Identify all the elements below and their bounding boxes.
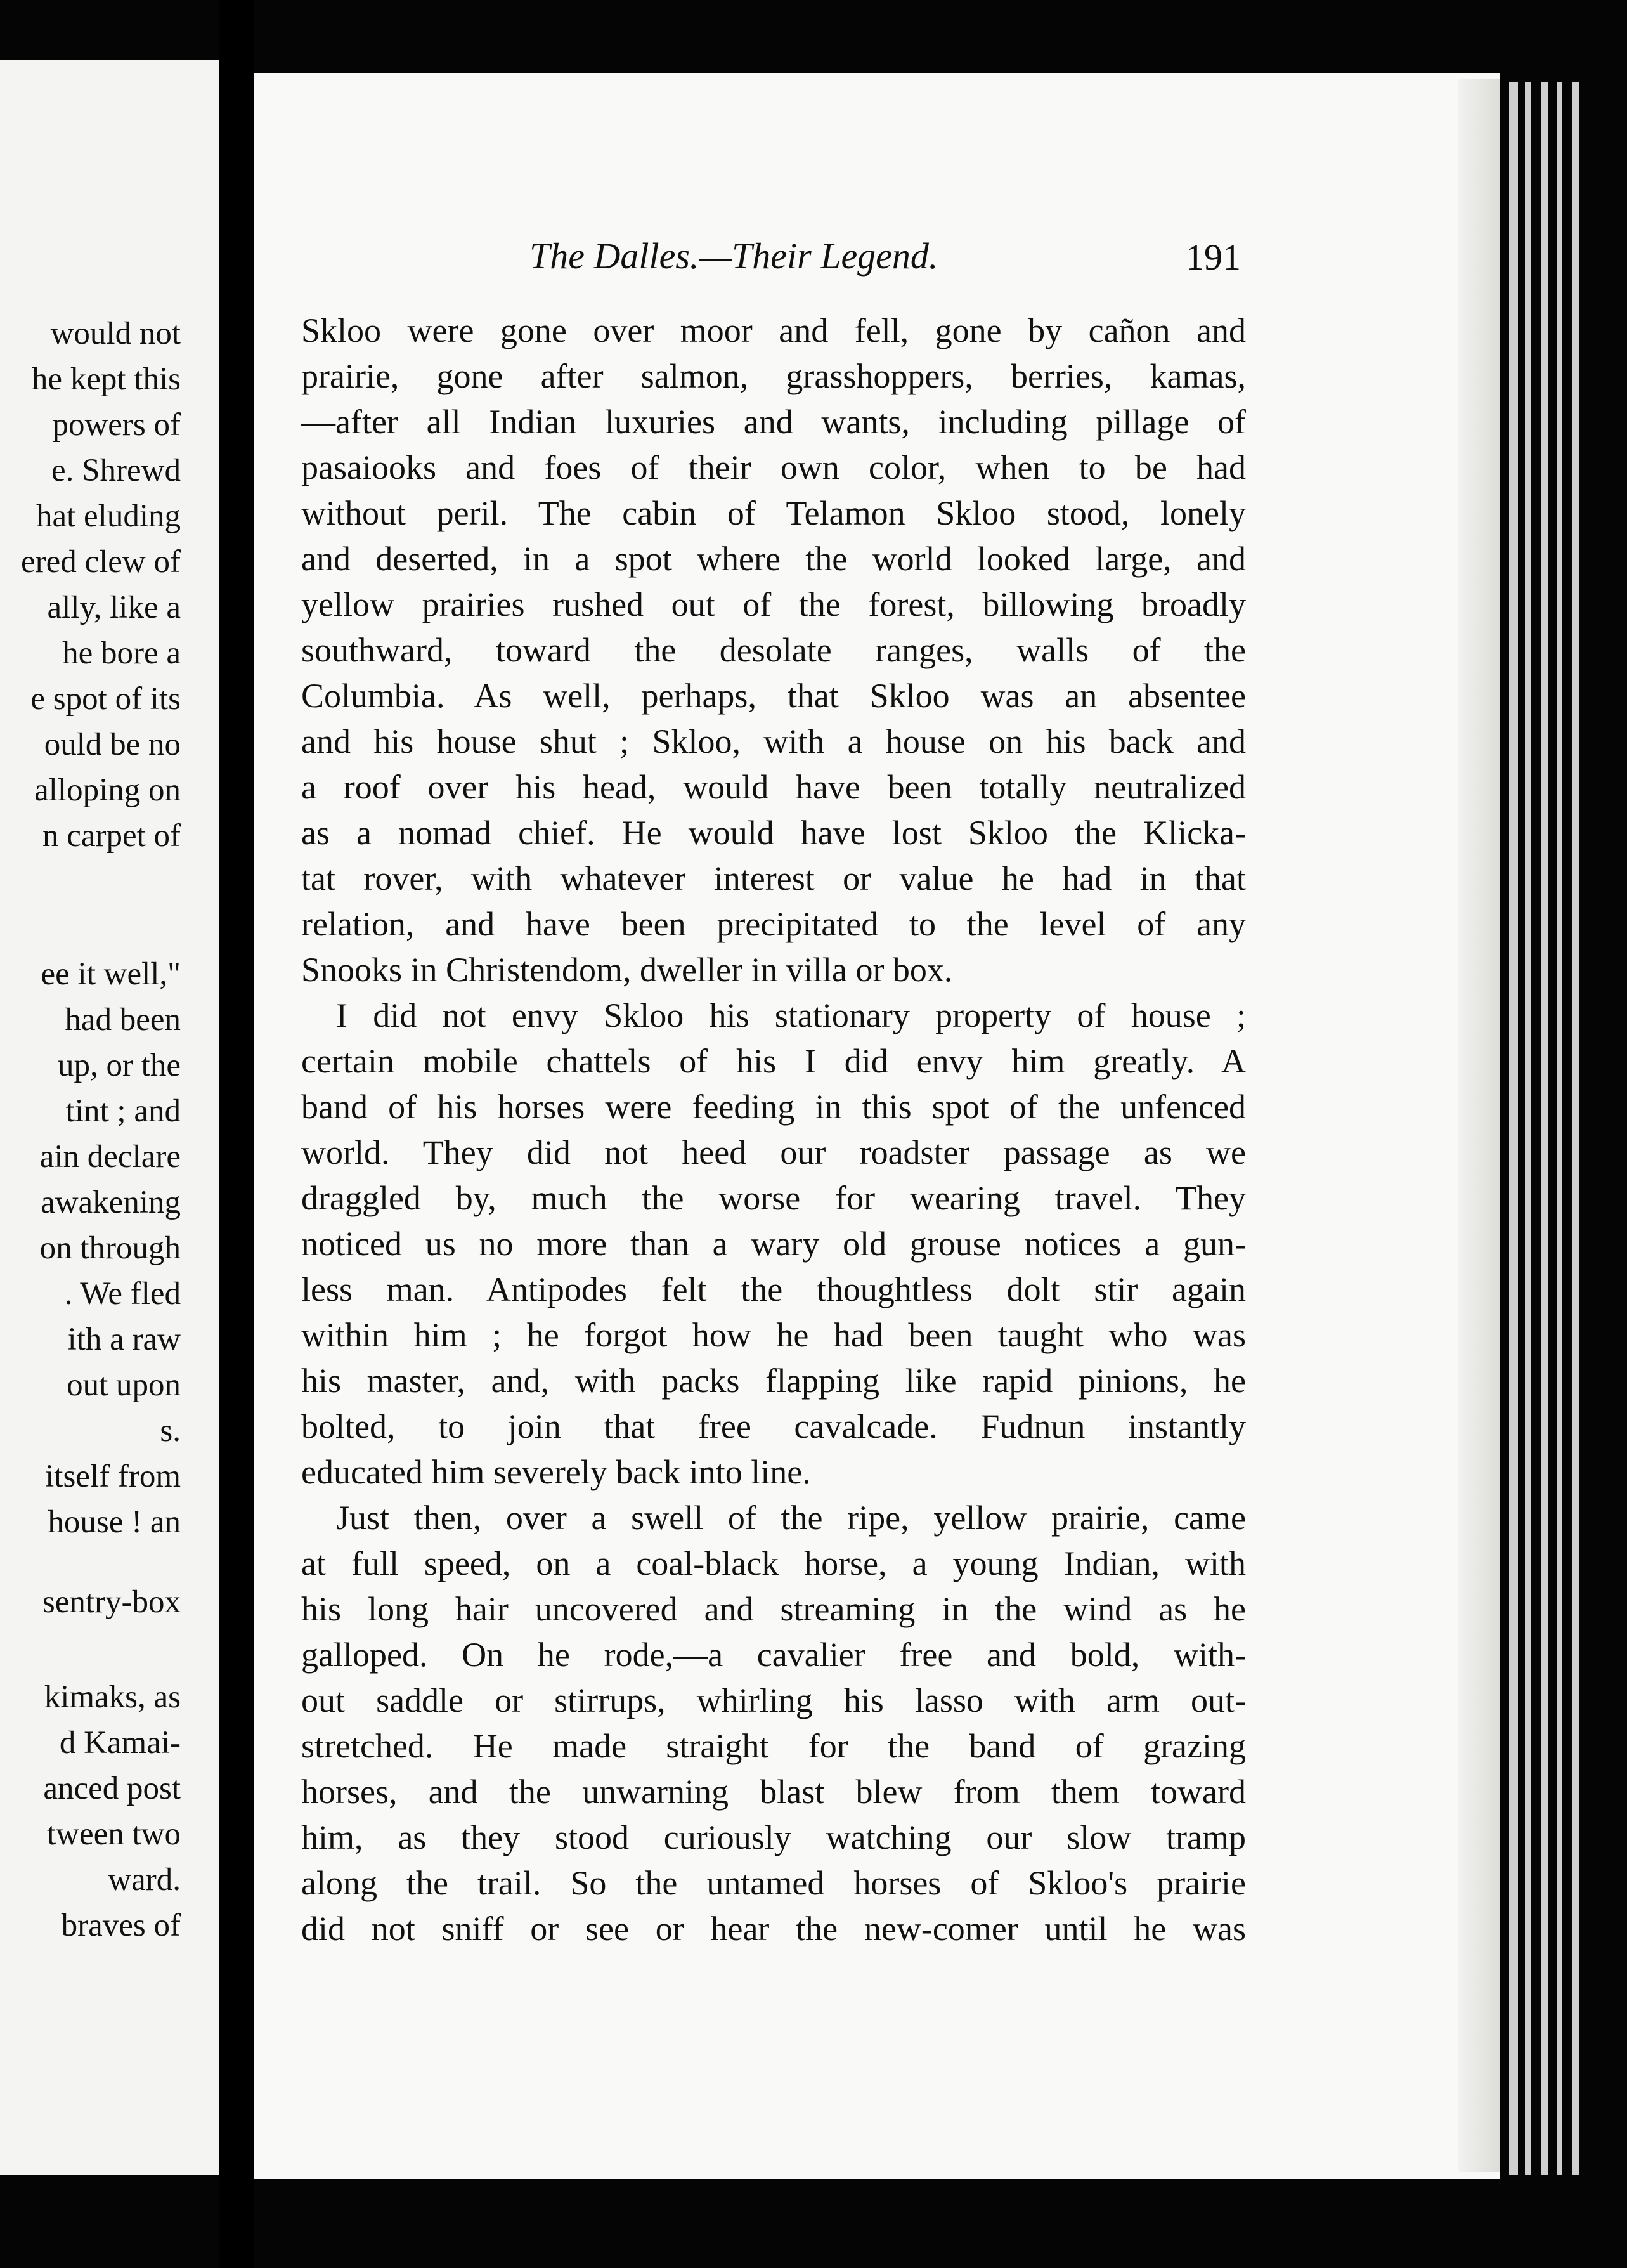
left-page-line: ain declare bbox=[39, 1139, 181, 1175]
left-page-line: e. Shrewd bbox=[51, 453, 181, 488]
page-stack-edge bbox=[1541, 82, 1548, 2175]
body-line: galloped. On he rode,—a cavalier free and bold, with- bbox=[301, 1636, 1246, 1674]
left-page-line: d Kamai- bbox=[59, 1725, 181, 1761]
body-line: noticed us no more than a wary old grouse notices a gun- bbox=[301, 1225, 1246, 1263]
page-number: 191 bbox=[1186, 237, 1241, 278]
left-page-line: tint ; and bbox=[65, 1093, 181, 1129]
left-page-line: s. bbox=[160, 1413, 181, 1449]
left-page-line: would not bbox=[50, 316, 181, 351]
left-page-line: up, or the bbox=[57, 1048, 181, 1083]
body-line: and deserted, in a spot where the world looked large, and bbox=[301, 540, 1246, 578]
left-page-line: powers of bbox=[52, 407, 181, 443]
body-line: I did not envy Skloo his stationary property of house ; bbox=[336, 996, 1246, 1034]
body-line: Snooks in Christendom, dweller in villa or box. bbox=[301, 951, 953, 989]
body-line: and his house shut ; Skloo, with a house on his back and bbox=[301, 722, 1246, 760]
body-line: a roof over his head, would have been totally neutralized bbox=[301, 768, 1246, 806]
body-line: Just then, over a swell of the ripe, yellow prairie, came bbox=[336, 1499, 1246, 1537]
left-page-line: he kept this bbox=[31, 362, 181, 397]
body-line: his master, and, with packs flapping like rapid pinions, he bbox=[301, 1362, 1246, 1400]
left-page-line: had been bbox=[65, 1002, 181, 1038]
body-line: stretched. He made straight for the band of grazing bbox=[301, 1727, 1246, 1765]
page-edge bbox=[1458, 79, 1500, 2172]
body-line: —after all Indian luxuries and wants, including pillage of bbox=[301, 403, 1246, 441]
body-line: certain mobile chattels of his I did envy him greatly. A bbox=[301, 1042, 1246, 1080]
body-line: southward, toward the desolate ranges, walls of the bbox=[301, 631, 1246, 669]
book-gutter bbox=[219, 0, 254, 2268]
left-page-line: on through bbox=[39, 1230, 181, 1266]
body-line: along the trail. So the untamed horses of Skloo's prairie bbox=[301, 1864, 1246, 1902]
left-page-line: out upon bbox=[67, 1367, 181, 1403]
page-stack-edge bbox=[1557, 82, 1562, 2175]
left-page-line: house ! an bbox=[48, 1504, 181, 1540]
body-line: at full speed, on a coal-black horse, a young Indian, with bbox=[301, 1544, 1246, 1582]
left-page-line: n carpet of bbox=[42, 818, 181, 854]
body-line: his long hair uncovered and streaming in the wind as he bbox=[301, 1590, 1246, 1628]
body-line: relation, and have been precipitated to the level of any bbox=[301, 905, 1246, 943]
body-line: out saddle or stirrups, whirling his lasso with arm out- bbox=[301, 1681, 1246, 1719]
body-line: bolted, to join that free cavalcade. Fudnun instantly bbox=[301, 1407, 1246, 1445]
body-line: world. They did not heed our roadster passage as we bbox=[301, 1133, 1246, 1171]
page-stack-edge bbox=[1572, 82, 1579, 2175]
left-page-line: awakening bbox=[41, 1185, 181, 1220]
body-line: without peril. The cabin of Telamon Skloo stood, lonely bbox=[301, 494, 1246, 532]
body-line: as a nomad chief. He would have lost Skloo the Klicka- bbox=[301, 814, 1246, 852]
left-page-line: itself from bbox=[45, 1459, 181, 1494]
left-page bbox=[0, 60, 219, 2175]
body-line: draggled by, much the worse for wearing travel. They bbox=[301, 1179, 1246, 1217]
left-page-line: hat eluding bbox=[36, 499, 181, 534]
left-page-line: ally, like a bbox=[47, 590, 181, 625]
left-page-line: ered clew of bbox=[20, 544, 181, 580]
left-page-line: . We fled bbox=[64, 1276, 181, 1312]
body-line: educated him severely back into line. bbox=[301, 1453, 811, 1491]
left-page-line: e spot of its bbox=[30, 681, 181, 717]
body-line: prairie, gone after salmon, grasshoppers, berries, kamas, bbox=[301, 357, 1246, 395]
body-line: Columbia. As well, perhaps, that Skloo was an absentee bbox=[301, 677, 1246, 715]
left-page-line: braves of bbox=[61, 1908, 181, 1943]
page-stack-edge bbox=[1525, 82, 1531, 2175]
left-page-line: ee it well," bbox=[41, 956, 181, 992]
left-page-line: alloping on bbox=[34, 772, 181, 808]
body-line: pasaiooks and foes of their own color, when to be had bbox=[301, 448, 1246, 486]
left-page-line: he bore a bbox=[62, 635, 181, 671]
left-page-line: anced post bbox=[43, 1771, 181, 1806]
page-stack-edge bbox=[1509, 82, 1518, 2175]
left-page-line: ith a raw bbox=[67, 1322, 181, 1357]
body-line: less man. Antipodes felt the thoughtless dolt stir again bbox=[301, 1270, 1246, 1308]
left-page-line: ward. bbox=[108, 1862, 181, 1898]
body-line: did not sniff or see or hear the new-comer until he was bbox=[301, 1910, 1246, 1948]
body-line: Skloo were gone over moor and fell, gone by cañon and bbox=[301, 311, 1246, 349]
body-line: tat rover, with whatever interest or value he had in that bbox=[301, 859, 1246, 897]
left-page-line: kimaks, as bbox=[44, 1679, 181, 1715]
body-line: horses, and the unwarning blast blew from them toward bbox=[301, 1773, 1246, 1811]
body-line: yellow prairies rushed out of the forest, billowing broadly bbox=[301, 585, 1246, 623]
left-page-line: sentry-box bbox=[42, 1584, 181, 1620]
body-line: band of his horses were feeding in this spot of the unfenced bbox=[301, 1088, 1246, 1126]
left-page-line: ould be no bbox=[44, 727, 181, 762]
running-head: The Dalles.—Their Legend. bbox=[529, 235, 938, 277]
body-line: him, as they stood curiously watching our slow tramp bbox=[301, 1818, 1246, 1856]
body-line: within him ; he forgot how he had been taught who was bbox=[301, 1316, 1246, 1354]
left-page-line: tween two bbox=[46, 1816, 181, 1852]
